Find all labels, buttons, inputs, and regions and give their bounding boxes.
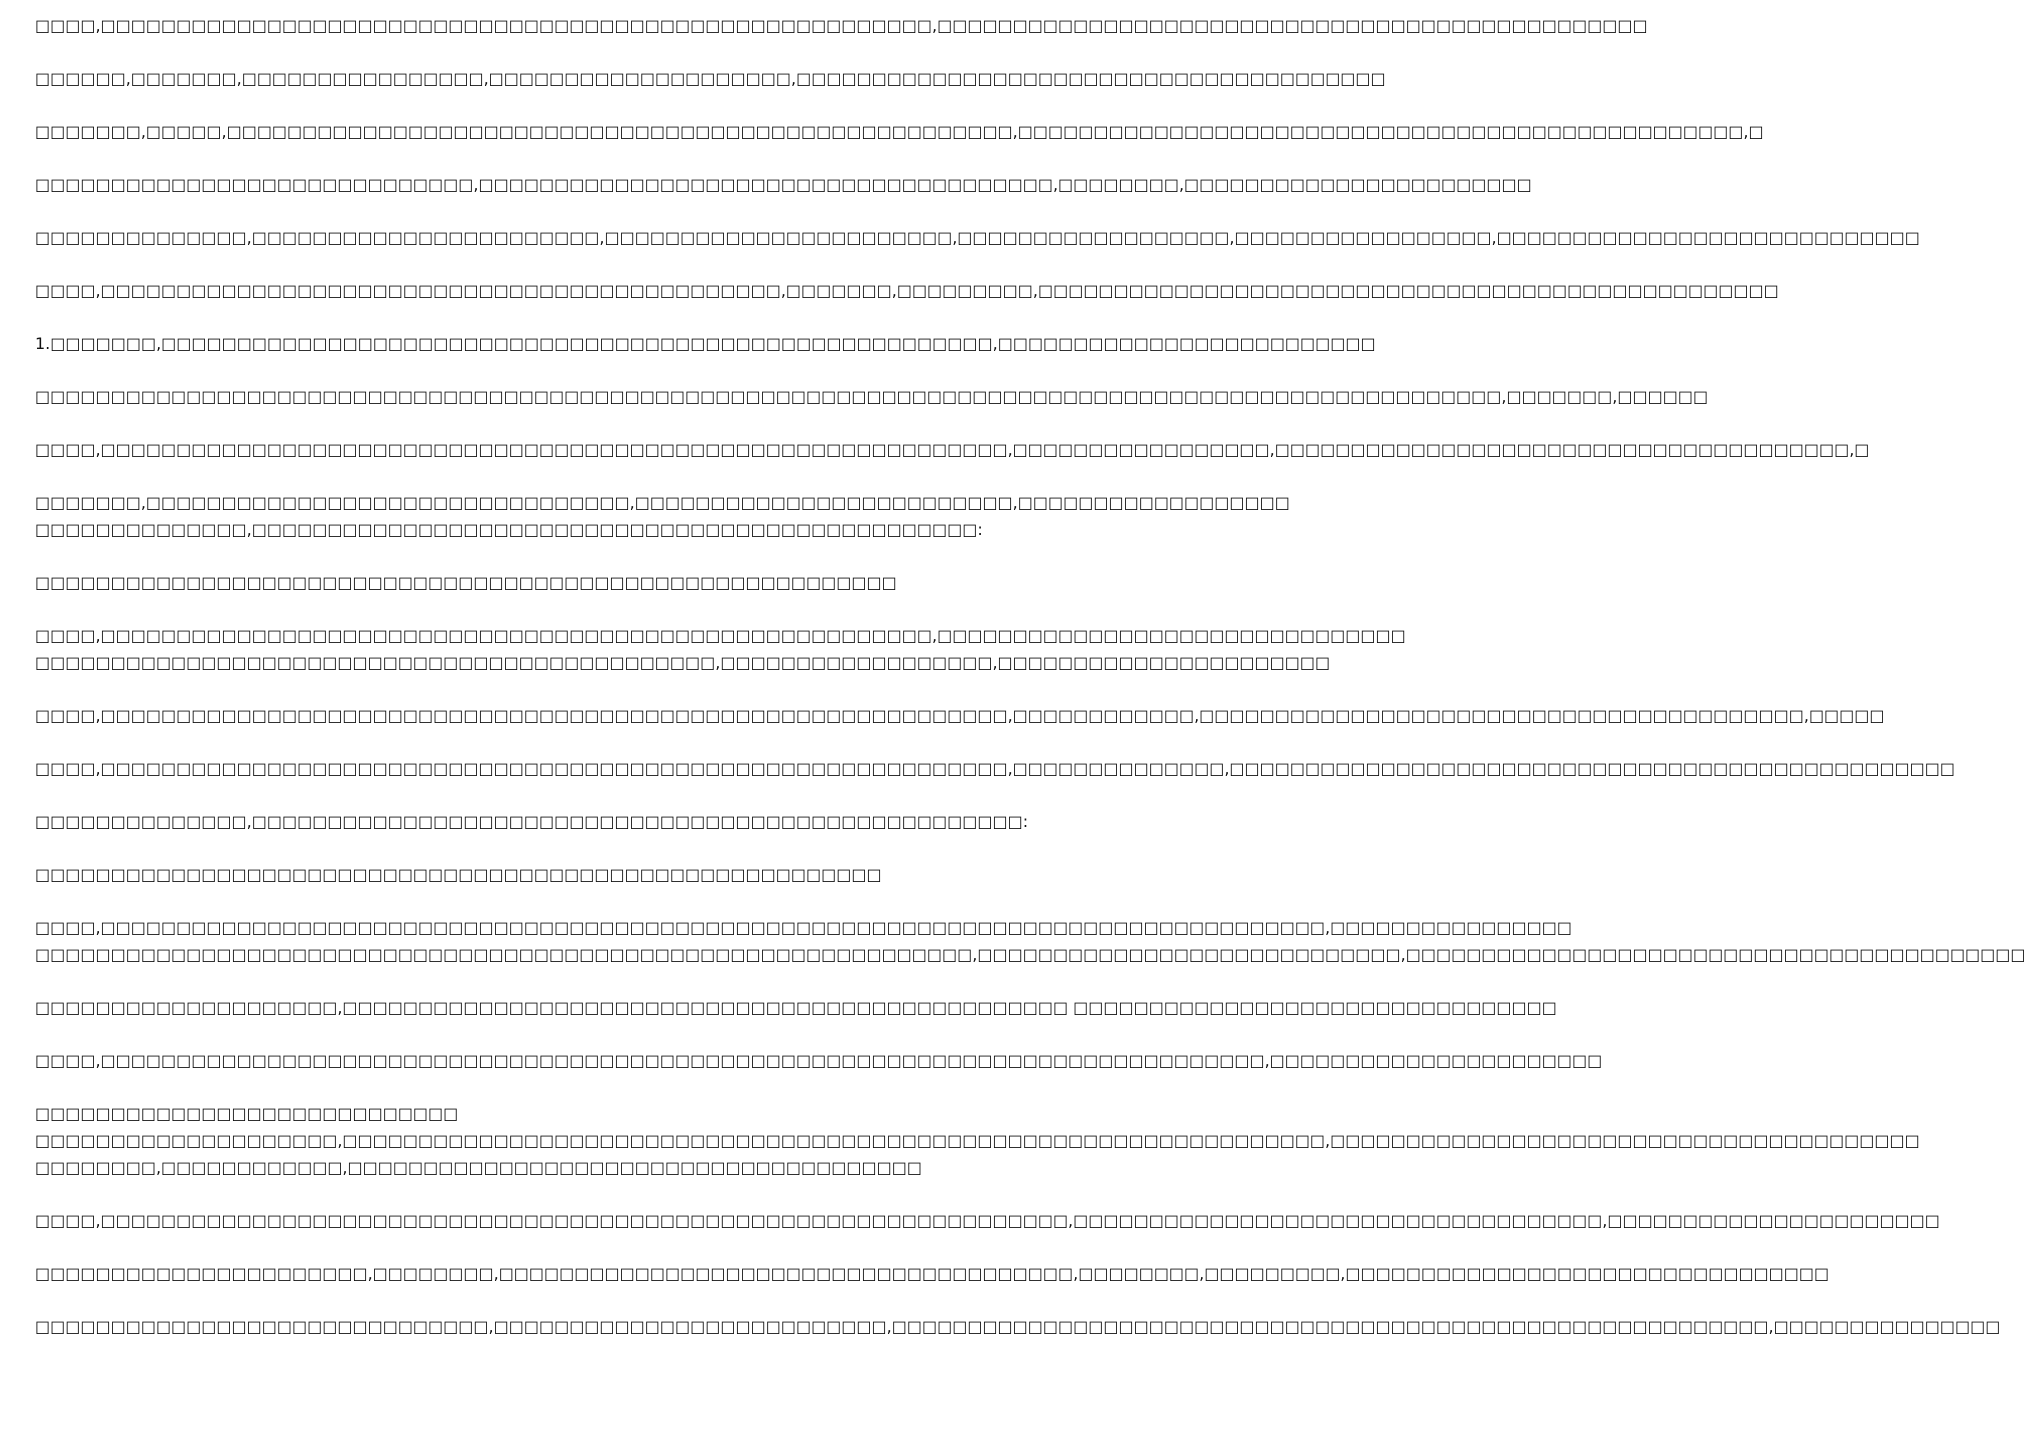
paragraph-7: [35, 330, 1376, 357]
paragraph-11: [35, 569, 990, 596]
text-line: □□□□□□□□□□□□□□□□□□□□□□□□□□□□□□□□□□□□□□□□□□□□□□□□□□□□□□□□□□□□□□,□□□□□□□□□□□□□□□□□□□□□□□□□□□□,□□□□□□□□□□□□□□□□□□□□□□□□□□□□□□□□□□□□□□□□□: [35, 945, 2026, 964]
paragraph-20: [35, 1100, 1920, 1181]
text-line: □□□□□□□□,□□□□□□□□□□□□,□□□□□□□□□□□□□□□□□□□□□□□□□□□□□□□□□□□□□□: [35, 1158, 922, 1177]
text-line: □□□□□□□,□□□□□,□□□□□□□□□□□□□□□□□□□□□□□□□□□□□□□□□□□□□□□□□□□□□□□□□□□□,□□□□□□□□□□□□□□□□□□□□□□□□□□□□□□□□□□□□□□□□□□□□□□□□,□: [35, 122, 1764, 141]
paragraph-22: [35, 1260, 1830, 1287]
paragraph-19: [35, 1047, 1603, 1074]
paragraph-5: [35, 224, 1920, 251]
text-line: □□□□□□□□□□□□□□□□□□□□□□□□□□□□□□□□□□□□□□□□□□□□□,□□□□□□□□□□□□□□□□□□,□□□□□□□□□□□□□□□□□□□□□□: [35, 653, 1331, 672]
text-line: □□□□□□□□□□□□□□□□□□□□□□□□□□□□□□□□□□□□□□□□□□□□□□□□□□□□□□□□: [35, 865, 882, 884]
text-line: □□□□□□□□□□□□□□□□□□□□□□,□□□□□□□□,□□□□□□□□□□□□□□□□□□□□□□□□□□□□□□□□□□□□□□,□□□□□□□□,□□□□□□□□□,□□□□□□□□□□□□□□□□□□□□□□□□□□□□□□□□: [35, 1264, 1830, 1283]
text-line: □□□□,□□□□□□□□□□□□□□□□□□□□□□□□□□□□□□□□□□□□□□□□□□□□□□□□□□□□□□□,□□□□□□□□□□□□□□□□□□□□□□□□□□□□□□□□□□□□□□□□□□□□□□□: [35, 16, 1648, 35]
paragraph-17: [35, 914, 2026, 968]
paragraph-1: [35, 12, 1648, 39]
paragraph-4: [35, 171, 1532, 198]
paragraph-15: [35, 808, 1029, 835]
paragraph-12: [35, 622, 1406, 676]
paragraph-18: [35, 994, 1557, 1021]
text-line: □□□□□□,□□□□□□□,□□□□□□□□□□□□□□□□,□□□□□□□□□□□□□□□□□□□□,□□□□□□□□□□□□□□□□□□□□□□□□□□□□□□□□□□□□□□□: [35, 69, 1386, 88]
text-line: □□□□□□□□□□□□□□,□□□□□□□□□□□□□□□□□□□□□□□□□□□□□□□□□□□□□□□□□□□□□□□□□□□:: [35, 812, 1029, 831]
text-line: □□□□,□□□□□□□□□□□□□□□□□□□□□□□□□□□□□□□□□□□□□□□□□□□□□,□□□□□□□,□□□□□□□□□,□□□□□□□□□□□□□□□□□□□□□□□□□□□□□□□□□□□□□□□□□□□□□□□□□: [35, 281, 1779, 300]
text-line: □□□□□□□□□□□□□□□□□□□□□□□□□□□□□□,□□□□□□□□□□□□□□□□□□□□□□□□□□,□□□□□□□□□□□□□□□□□□□□□□□□□□□□□□□□□□□□□□□□□□□□□□□□□□□□□□□□□□,□□□□□□□□□□□□□□□: [35, 1317, 2001, 1336]
paragraph-13: [35, 702, 1885, 729]
paragraph-8: [35, 383, 1709, 410]
text-line: □□□□□□□□□□□□□□□□□□□□□□□□□□□□□□□□□□□□□□□□□□□□□□□□□□□□□□□□□: [35, 573, 897, 592]
paragraph-6: [35, 277, 1779, 304]
text-line: □□□□□□□□□□□□□□□□□□□□,□□□□□□□□□□□□□□□□□□□□□□□□□□□□□□□□□□□□□□□□□□□□□□□□□□□□□□□□□□□□□□□□□,□□□□□□□□□□□□□□□□□□□□□□□□□□□□□□□□□□□□□□□: [35, 1131, 1920, 1150]
text-line: □□□□□□□□□□□□□□□□□□□□,□□□□□□□□□□□□□□□□□□□□□□□□□□□□□□□□□□□□□□□□□□□□□□□□ □□□□□□□□□□□□□□□□□□□□□□□□□□□□□□□□: [35, 998, 1557, 1017]
text-line: □□□□,□□□□□□□□□□□□□□□□□□□□□□□□□□□□□□□□□□□□□□□□□□□□□□□□□□□□□□□□□□□□,□□□□□□□□□□□□□□,□□□□□□□□□□□□□□□□□□□□□□□□□□□□□□□□□□□□□□□□□□□□□□□□: [35, 759, 1956, 778]
text-line: 1.□□□□□□□,□□□□□□□□□□□□□□□□□□□□□□□□□□□□□□□□□□□□□□□□□□□□□□□□□□□□□□□,□□□□□□□□□□□□□□□□□□□□□□□□□: [35, 334, 1376, 353]
paragraph-23: [35, 1313, 2001, 1340]
document-page: [35, 12, 2026, 1432]
text-line: □□□□□□□□□□□□□□□□□□□□□□□□□□□□□,□□□□□□□□□□□□□□□□□□□□□□□□□□□□□□□□□□□□□□,□□□□□□□□,□□□□□□□□□□□□□□□□□□□□□□□: [35, 175, 1532, 194]
paragraph-9: [35, 436, 1870, 463]
paragraph-21: [35, 1207, 1940, 1234]
paragraph-16: [35, 861, 990, 888]
paragraph-2: [35, 65, 1386, 92]
text-line: □□□□□□□,□□□□□□□□□□□□□□□□□□□□□□□□□□□□□□□□,□□□□□□□□□□□□□□□□□□□□□□□□□,□□□□□□□□□□□□□□□□□□: [35, 493, 1290, 512]
paragraph-3: [35, 118, 1764, 145]
text-line: □□□□□□□□□□□□□□□□□□□□□□□□□□□□□□□□□□□□□□□□□□□□□□□□□□□□□□□□□□□□□□□□□□□□□□□□□□□□□□□□□□□□□□□□□□□□□□□□□,□□□□□□□,□□□□□□: [35, 387, 1709, 406]
text-line: □□□□,□□□□□□□□□□□□□□□□□□□□□□□□□□□□□□□□□□□□□□□□□□□□□□□□□□□□□□□□□□□□,□□□□□□□□□□□□□□□□□,□□□□□□□□□□□□□□□□□□□□□□□□□□□□□□□□□□□□□□,□: [35, 440, 1870, 459]
text-line: □□□□,□□□□□□□□□□□□□□□□□□□□□□□□□□□□□□□□□□□□□□□□□□□□□□□□□□□□□□□□□□□□,□□□□□□□□□□□□,□□□□□□□□□□□□□□□□□□□□□□□□□□□□□□□□□□□□□□□□,□□□□□: [35, 706, 1885, 725]
text-line: □□□□,□□□□□□□□□□□□□□□□□□□□□□□□□□□□□□□□□□□□□□□□□□□□□□□□□□□□□□□□□□□□□□□□,□□□□□□□□□□□□□□□□□□□□□□□□□□□□□□□□□□□,□□□□□□□□□□□□□□□□□□□□□□: [35, 1211, 1940, 1230]
text-line: □□□□,□□□□□□□□□□□□□□□□□□□□□□□□□□□□□□□□□□□□□□□□□□□□□□□□□□□□□□□□□□□□□□□□□□□□□□□□□□□□□□□□□,□□□□□□□□□□□□□□□□: [35, 918, 1573, 937]
paragraph-14: [35, 755, 1956, 782]
text-line: □□□□,□□□□□□□□□□□□□□□□□□□□□□□□□□□□□□□□□□□□□□□□□□□□□□□□□□□□□□□,□□□□□□□□□□□□□□□□□□□□□□□□□□□□□□□: [35, 626, 1406, 645]
text-line: □□□□□□□□□□□□□□,□□□□□□□□□□□□□□□□□□□□□□□□□□□□□□□□□□□□□□□□□□□□□□□□:: [35, 520, 983, 539]
paragraph-10: [35, 489, 1290, 543]
text-line: □□□□□□□□□□□□□□□□□□□□□□□□□□□□: [35, 1104, 459, 1123]
text-line: □□□□,□□□□□□□□□□□□□□□□□□□□□□□□□□□□□□□□□□□□□□□□□□□□□□□□□□□□□□□□□□□□□□□□□□□□□□□□□□□□□,□□□□□□□□□□□□□□□□□□□□□□: [35, 1051, 1603, 1070]
text-line: □□□□□□□□□□□□□□,□□□□□□□□□□□□□□□□□□□□□□□,□□□□□□□□□□□□□□□□□□□□□□□,□□□□□□□□□□□□□□□□□□,□□□□□□□□□□□□□□□□□,□□□□□□□□□□□□□□□□□□□□□□□□□□□□: [35, 228, 1920, 247]
